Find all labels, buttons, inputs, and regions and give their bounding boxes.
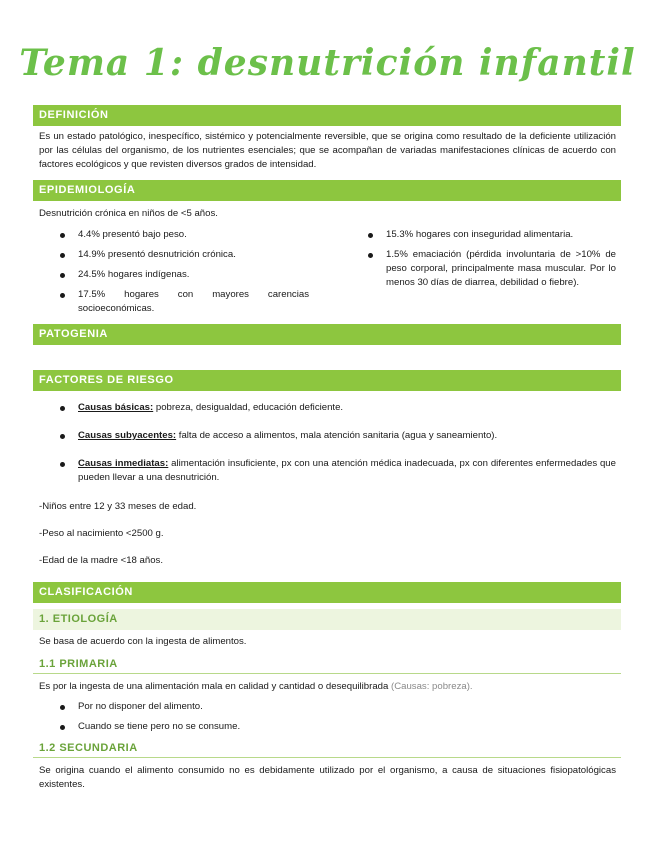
bullet-icon <box>60 406 65 411</box>
bullet-icon <box>368 233 373 238</box>
list-item: 17.5% hogares con mayores carencias socioeconómicas. <box>60 288 309 318</box>
risk-extra-line: -Edad de la madre <18 años. <box>39 555 164 566</box>
primaria-note: (Causas: pobreza). <box>391 681 473 692</box>
subheading-etiologia: 1. ETIOLOGÍA <box>33 609 621 630</box>
list-item: 4.4% presentó bajo peso. <box>60 228 309 244</box>
subheading-secundaria: 1.2 SECUNDARIA <box>33 740 621 758</box>
risk-label: Causas básicas: <box>78 402 154 413</box>
bullet-icon <box>60 233 65 238</box>
risk-label: Causas subyacentes: <box>78 430 177 441</box>
list-item: 24.5% hogares indígenas. <box>60 268 309 284</box>
etiologia-text: Se basa de acuerdo con la ingesta de alimentos. <box>39 636 247 647</box>
section-heading-epidemiologia: EPIDEMIOLOGÍA <box>33 180 621 201</box>
secundaria-text: Se origina cuando el alimento consumido no es debidamente utilizado por el organismo, a causa de situaciones fisiopatológicas existentes. <box>39 765 616 790</box>
primaria-text: Es por la ingesta de una alimentación mala en calidad y cantidad o desequilibrada (Causas: pobreza). <box>39 681 473 692</box>
risk-label: Causas inmediatas: <box>78 458 169 469</box>
bullet-icon <box>60 434 65 439</box>
bullet-icon <box>60 253 65 258</box>
risk-text: falta de acceso a alimentos, mala atención sanitaria (agua y saneamiento). <box>176 430 498 441</box>
page-title: Tema 1: desnutrición infantil <box>19 42 636 84</box>
list-item: 14.9% presentó desnutrición crónica. <box>60 248 309 264</box>
section-heading-factores: FACTORES DE RIESGO <box>33 370 621 391</box>
list-item: 15.3% hogares con inseguridad alimentaria. <box>368 228 616 244</box>
section-heading-patogenia: PATOGENIA <box>33 324 621 345</box>
bullet-icon <box>60 273 65 278</box>
bullet-icon <box>60 462 65 467</box>
list-item: Cuando se tiene pero no se consume. <box>60 720 616 736</box>
list-item: Por no disponer del alimento. <box>60 700 616 716</box>
risk-extra-line: -Peso al nacimiento <2500 g. <box>39 528 164 539</box>
risk-text: pobreza, desigualdad, educación deficiente. <box>153 402 344 413</box>
section-heading-definicion: DEFINICIÓN <box>33 105 621 126</box>
epidemiologia-intro: Desnutrición crónica en niños de <5 años. <box>39 208 218 219</box>
list-item <box>60 429 616 445</box>
list-item <box>60 401 616 417</box>
bullet-icon <box>60 293 65 298</box>
section-heading-clasificacion: CLASIFICACIÓN <box>33 582 621 603</box>
bullet-icon <box>60 725 65 730</box>
risk-text: alimentación insuficiente, px con una atención médica inadecuada, px con diferentes enfermedades que pueden llevar a una desnutrición. <box>78 458 616 483</box>
list-item <box>60 457 616 487</box>
definicion-text: Es un estado patológico, inespecífico, sistémico y potencialmente reversible, que se origina como resultado de la deficiente utilización por las células del organismo, de los nutrientes esenciales; que se acompañan de variadas manifestaciones clínicas de acuerdo con factores ecológicos y que revisten diversos grados de intensidad. <box>39 131 616 170</box>
list-item: 1.5% emaciación (pérdida involuntaria de >10% de peso corporal, principalmente masa muscular. Por lo menos 30 días de diarrea, debilidad o fiebre). <box>368 248 616 306</box>
risk-extra-line: -Niños entre 12 y 33 meses de edad. <box>39 501 197 512</box>
bullet-icon <box>368 253 373 258</box>
subheading-primaria: 1.1 PRIMARIA <box>33 656 621 674</box>
bullet-icon <box>60 705 65 710</box>
